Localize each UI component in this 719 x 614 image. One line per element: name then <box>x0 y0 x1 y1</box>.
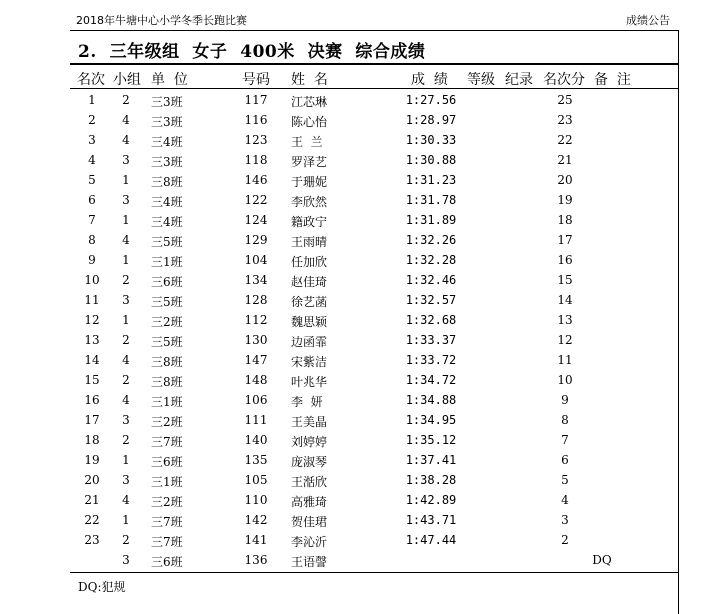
rank-cell: 1 <box>88 93 96 107</box>
rank-cell: 19 <box>84 453 100 467</box>
points-cell: 11 <box>557 353 573 367</box>
table-row <box>0 390 679 410</box>
number-cell: 110 <box>244 493 268 507</box>
unit-cell: 三8班 <box>151 175 183 189</box>
table-row <box>0 150 679 170</box>
table-row <box>0 190 679 210</box>
note-cell: DQ <box>592 553 612 567</box>
points-cell: 21 <box>557 153 573 167</box>
column-header-rank: 名次 <box>77 72 105 88</box>
table-row <box>0 170 679 190</box>
group-cell: 3 <box>122 193 130 207</box>
group-cell: 3 <box>122 413 130 427</box>
number-cell: 124 <box>244 213 268 227</box>
name-cell: 王语謦 <box>291 555 328 569</box>
table-row <box>0 290 679 310</box>
rank-cell: 17 <box>84 413 100 427</box>
result-cell: 1:34.88 <box>405 393 457 407</box>
column-header-record: 纪录 <box>505 72 533 88</box>
header-right-text: 成绩公告 <box>626 14 670 27</box>
rank-cell: 23 <box>84 533 100 547</box>
number-cell: 123 <box>244 133 268 147</box>
points-cell: 20 <box>557 173 573 187</box>
result-cell: 1:27.56 <box>405 93 457 107</box>
result-cell: 1:30.88 <box>405 153 457 167</box>
unit-cell: 三1班 <box>151 255 183 269</box>
number-cell: 104 <box>244 253 268 267</box>
name-cell: 王湉欣 <box>291 475 328 489</box>
unit-cell: 三8班 <box>151 355 183 369</box>
results-table <box>0 90 679 570</box>
name-cell: 任加欣 <box>291 255 328 269</box>
result-cell: 1:30.33 <box>405 133 457 147</box>
footer-rule <box>70 572 679 573</box>
result-cell: 1:35.12 <box>405 433 457 447</box>
rank-cell: 3 <box>88 133 96 147</box>
name-cell: 王雨晴 <box>291 235 328 249</box>
number-cell: 134 <box>244 273 268 287</box>
number-cell: 122 <box>244 193 268 207</box>
group-cell: 3 <box>122 553 130 567</box>
group-cell: 1 <box>122 173 130 187</box>
group-cell: 1 <box>122 453 130 467</box>
number-cell: 136 <box>244 553 268 567</box>
number-cell: 148 <box>244 373 268 387</box>
group-cell: 2 <box>122 533 130 547</box>
result-cell: 1:32.46 <box>405 273 457 287</box>
number-cell: 116 <box>244 113 268 127</box>
unit-cell: 三7班 <box>151 435 183 449</box>
group-cell: 2 <box>122 333 130 347</box>
unit-cell: 三5班 <box>151 235 183 249</box>
unit-cell: 三6班 <box>151 555 183 569</box>
rank-cell: 11 <box>84 293 100 307</box>
table-row <box>0 110 679 130</box>
result-cell: 1:33.37 <box>405 333 457 347</box>
unit-cell: 三8班 <box>151 375 183 389</box>
table-row <box>0 530 679 550</box>
rank-cell: 22 <box>84 513 100 527</box>
points-cell: 10 <box>557 373 573 387</box>
column-header-unit: 单 位 <box>151 72 188 88</box>
rank-cell: 13 <box>84 333 100 347</box>
result-cell: 1:31.78 <box>405 193 457 207</box>
result-cell: 1:28.97 <box>405 113 457 127</box>
group-cell: 3 <box>122 153 130 167</box>
column-header-points: 名次分 <box>543 72 585 88</box>
points-cell: 5 <box>561 473 569 487</box>
result-cell: 1:47.44 <box>405 533 457 547</box>
name-cell: 李 妍 <box>291 395 323 409</box>
points-cell: 16 <box>557 253 573 267</box>
table-row <box>0 470 679 490</box>
name-cell: 于珊妮 <box>291 175 328 189</box>
points-cell: 19 <box>557 193 573 207</box>
points-cell: 8 <box>561 413 569 427</box>
column-header-name: 姓 名 <box>291 72 328 88</box>
table-row <box>0 310 679 330</box>
rank-cell: 9 <box>88 253 96 267</box>
number-cell: 142 <box>244 513 268 527</box>
unit-cell: 三4班 <box>151 135 183 149</box>
group-cell: 4 <box>122 113 130 127</box>
name-cell: 李沁沂 <box>291 535 328 549</box>
table-row <box>0 510 679 530</box>
group-cell: 1 <box>122 313 130 327</box>
name-cell: 陈心怡 <box>291 115 328 129</box>
title-rule <box>70 63 679 65</box>
number-cell: 111 <box>244 413 268 427</box>
table-row <box>0 450 679 470</box>
points-cell: 4 <box>561 493 569 507</box>
table-row <box>0 250 679 270</box>
group-cell: 3 <box>122 473 130 487</box>
result-cell: 1:32.57 <box>405 293 457 307</box>
result-cell: 1:33.72 <box>405 353 457 367</box>
rank-cell: 10 <box>84 273 100 287</box>
header-left-text: 2018年牛塘中心小学冬季长跑比赛 <box>76 14 247 27</box>
table-row <box>0 230 679 250</box>
group-cell: 2 <box>122 433 130 447</box>
name-cell: 罗泽艺 <box>291 155 328 169</box>
number-cell: 130 <box>244 333 268 347</box>
name-cell: 徐艺菡 <box>291 295 328 309</box>
points-cell: 14 <box>557 293 573 307</box>
name-cell: 赵佳琦 <box>291 275 328 289</box>
group-cell: 4 <box>122 133 130 147</box>
number-cell: 146 <box>244 173 268 187</box>
group-cell: 4 <box>122 353 130 367</box>
column-header-group: 小组 <box>113 72 141 88</box>
name-cell: 王美晶 <box>291 415 328 429</box>
points-cell: 6 <box>561 453 569 467</box>
column-header-result: 成 绩 <box>411 72 448 88</box>
footnote: DQ:犯规 <box>78 580 126 594</box>
name-cell: 刘婷婷 <box>291 435 328 449</box>
name-cell: 叶兆华 <box>291 375 328 389</box>
column-header-number: 号码 <box>242 72 270 88</box>
unit-cell: 三7班 <box>151 535 183 549</box>
unit-cell: 三6班 <box>151 275 183 289</box>
result-cell: 1:43.71 <box>405 513 457 527</box>
points-cell: 7 <box>561 433 569 447</box>
group-cell: 3 <box>122 293 130 307</box>
number-cell: 135 <box>244 453 268 467</box>
table-row <box>0 370 679 390</box>
group-cell: 1 <box>122 213 130 227</box>
name-cell: 贺佳珺 <box>291 515 328 529</box>
unit-cell: 三3班 <box>151 115 183 129</box>
unit-cell: 三2班 <box>151 415 183 429</box>
table-row <box>0 490 679 510</box>
rank-cell: 20 <box>84 473 100 487</box>
rank-cell: 8 <box>88 233 96 247</box>
unit-cell: 三5班 <box>151 295 183 309</box>
group-cell: 1 <box>122 253 130 267</box>
group-cell: 1 <box>122 513 130 527</box>
rank-cell: 14 <box>84 353 100 367</box>
column-header-note: 备 注 <box>594 72 631 88</box>
number-cell: 129 <box>244 233 268 247</box>
name-cell: 王 兰 <box>291 135 323 149</box>
number-cell: 141 <box>244 533 268 547</box>
points-cell: 17 <box>557 233 573 247</box>
name-cell: 高雅琦 <box>291 495 328 509</box>
name-cell: 庞淑琴 <box>291 455 328 469</box>
number-cell: 140 <box>244 433 268 447</box>
rank-cell: 6 <box>88 193 96 207</box>
table-row <box>0 130 679 150</box>
result-cell: 1:32.28 <box>405 253 457 267</box>
result-cell: 1:38.28 <box>405 473 457 487</box>
group-cell: 4 <box>122 493 130 507</box>
name-cell: 李欣然 <box>291 195 328 209</box>
group-cell: 4 <box>122 393 130 407</box>
result-cell: 1:31.89 <box>405 213 457 227</box>
rank-cell: 16 <box>84 393 100 407</box>
unit-cell: 三2班 <box>151 315 183 329</box>
table-row <box>0 330 679 350</box>
result-cell: 1:42.89 <box>405 493 457 507</box>
group-cell: 2 <box>122 373 130 387</box>
header-rule <box>70 30 679 31</box>
unit-cell: 三1班 <box>151 395 183 409</box>
unit-cell: 三3班 <box>151 95 183 109</box>
result-cell: 1:32.26 <box>405 233 457 247</box>
table-row <box>0 430 679 450</box>
table-row <box>0 90 679 110</box>
points-cell: 15 <box>557 273 573 287</box>
number-cell: 106 <box>244 393 268 407</box>
page-title: 2. 三年级组 女子 400米 决赛 综合成绩 <box>78 42 426 62</box>
result-cell: 1:31.23 <box>405 173 457 187</box>
table-row <box>0 270 679 290</box>
points-cell: 18 <box>557 213 573 227</box>
name-cell: 边函霏 <box>291 335 328 349</box>
points-cell: 3 <box>561 513 569 527</box>
unit-cell: 三1班 <box>151 475 183 489</box>
number-cell: 128 <box>244 293 268 307</box>
unit-cell: 三7班 <box>151 515 183 529</box>
rank-cell: 7 <box>88 213 96 227</box>
column-header-grade: 等级 <box>467 72 495 88</box>
group-cell: 2 <box>122 273 130 287</box>
name-cell: 魏思颖 <box>291 315 328 329</box>
rank-cell: 4 <box>88 153 96 167</box>
unit-cell: 三5班 <box>151 335 183 349</box>
number-cell: 147 <box>244 353 268 367</box>
table-row <box>0 410 679 430</box>
group-cell: 2 <box>122 93 130 107</box>
points-cell: 2 <box>561 533 569 547</box>
number-cell: 118 <box>244 153 268 167</box>
rank-cell: 12 <box>84 313 100 327</box>
points-cell: 25 <box>557 93 573 107</box>
number-cell: 117 <box>244 93 268 107</box>
table-row <box>0 350 679 370</box>
unit-cell: 三2班 <box>151 495 183 509</box>
column-header-rule <box>70 88 679 89</box>
rank-cell: 2 <box>88 113 96 127</box>
name-cell: 籍政宁 <box>291 215 328 229</box>
group-cell: 4 <box>122 233 130 247</box>
number-cell: 105 <box>244 473 268 487</box>
points-cell: 13 <box>557 313 573 327</box>
name-cell: 江芯琳 <box>291 95 328 109</box>
points-cell: 9 <box>561 393 569 407</box>
rank-cell: 15 <box>84 373 100 387</box>
result-cell: 1:37.41 <box>405 453 457 467</box>
name-cell: 宋紫洁 <box>291 355 328 369</box>
points-cell: 23 <box>557 113 573 127</box>
unit-cell: 三6班 <box>151 455 183 469</box>
rank-cell: 21 <box>84 493 100 507</box>
points-cell: 22 <box>557 133 573 147</box>
result-cell: 1:34.72 <box>405 373 457 387</box>
rank-cell: 5 <box>88 173 96 187</box>
table-row <box>0 550 679 570</box>
unit-cell: 三3班 <box>151 155 183 169</box>
result-cell: 1:32.68 <box>405 313 457 327</box>
table-row <box>0 210 679 230</box>
result-cell: 1:34.95 <box>405 413 457 427</box>
unit-cell: 三4班 <box>151 215 183 229</box>
points-cell: 12 <box>557 333 573 347</box>
number-cell: 112 <box>244 313 268 327</box>
unit-cell: 三4班 <box>151 195 183 209</box>
rank-cell: 18 <box>84 433 100 447</box>
